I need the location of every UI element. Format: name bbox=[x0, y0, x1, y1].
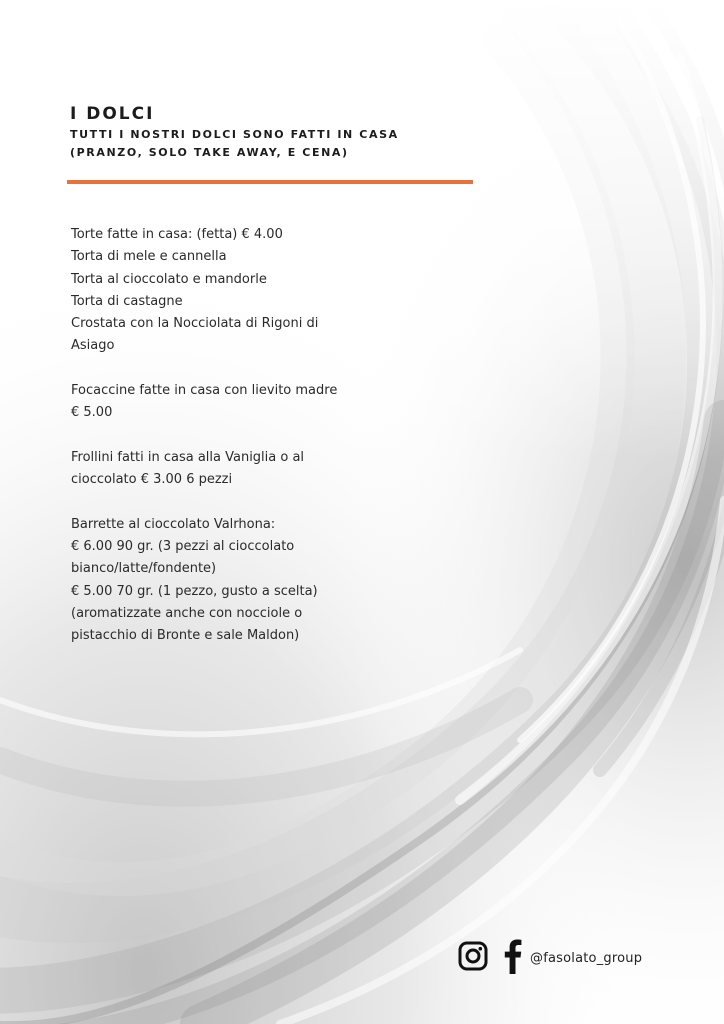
menu-line: Barrette al cioccolato Valrhona: bbox=[71, 516, 276, 532]
menu-section-torte bbox=[71, 224, 391, 358]
instagram-icon[interactable] bbox=[458, 941, 488, 975]
page-subtitle bbox=[70, 126, 399, 162]
page-title: I DOLCI bbox=[70, 104, 155, 124]
menu-line: € 5.00 70 gr. (1 pezzo, gusto a scelta) bbox=[71, 583, 318, 599]
dessert-menu bbox=[71, 224, 391, 670]
menu-section-focaccine bbox=[71, 380, 391, 425]
social-handle[interactable]: @fasolato_group bbox=[530, 950, 643, 966]
menu-section-frollini bbox=[71, 447, 391, 492]
menu-line: € 6.00 90 gr. (3 pezzi al cioccolato bbox=[71, 539, 295, 555]
social-footer bbox=[458, 940, 642, 976]
menu-section-barrette bbox=[71, 514, 391, 648]
menu-line: Torta di mele e cannella bbox=[71, 249, 227, 265]
menu-line: bianco/latte/fondente) bbox=[71, 561, 217, 577]
menu-line: pistacchio di Bronte e sale Maldon) bbox=[71, 628, 300, 644]
menu-line: Asiago bbox=[71, 338, 115, 354]
menu-line: € 5.00 bbox=[71, 405, 113, 421]
menu-line: Torta di castagne bbox=[71, 293, 183, 309]
menu-line: cioccolato € 3.00 6 pezzi bbox=[71, 472, 233, 488]
orange-divider bbox=[67, 180, 473, 184]
menu-line: Torta al cioccolato e mandorle bbox=[71, 271, 267, 287]
subtitle-line: (PRANZO, SOLO TAKE AWAY, E CENA) bbox=[70, 146, 349, 159]
facebook-icon[interactable] bbox=[504, 938, 522, 978]
menu-line: Crostata con la Nocciolata di Rigoni di bbox=[71, 316, 319, 332]
menu-line: Focaccine fatte in casa con lievito madre bbox=[71, 383, 338, 399]
menu-line: (aromatizzate anche con nocciole o bbox=[71, 606, 303, 622]
menu-line: Torte fatte in casa: (fetta) € 4.00 bbox=[71, 227, 283, 242]
subtitle-line: TUTTI I NOSTRI DOLCI SONO FATTI IN CASA bbox=[70, 128, 399, 141]
menu-line: Frollini fatti in casa alla Vaniglia o al bbox=[71, 449, 305, 465]
